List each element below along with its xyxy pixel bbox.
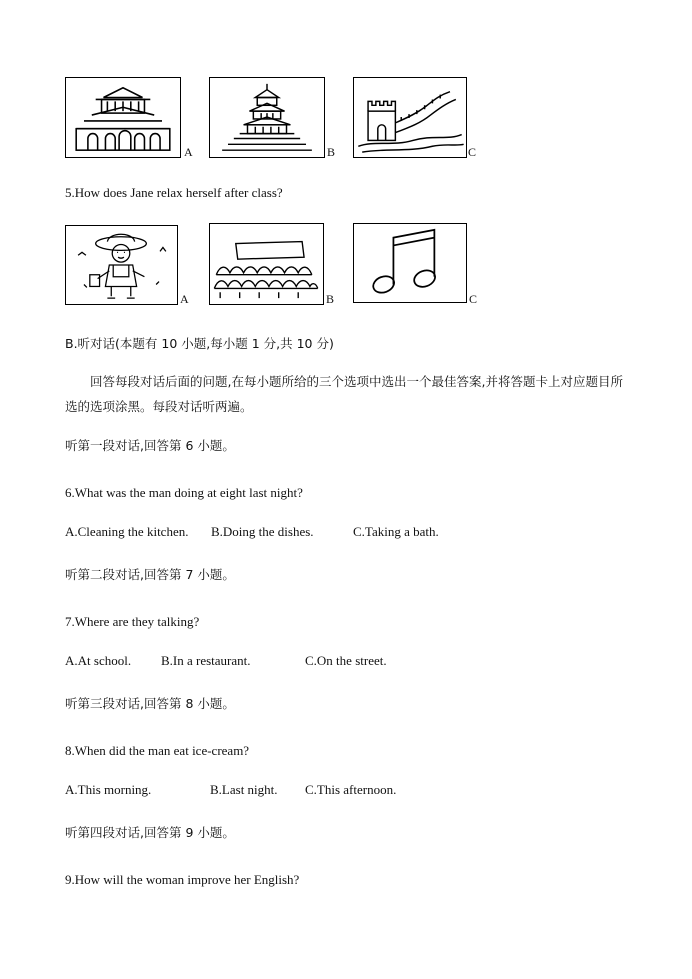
- q7-intro: 听第二段对话,回答第 7 小题。: [65, 567, 235, 582]
- q8-option-c[interactable]: C.This afternoon.: [305, 782, 397, 797]
- great-wall-icon: [353, 77, 467, 158]
- q7-option-c[interactable]: C.On the street.: [305, 653, 387, 668]
- question-8: 8.When did the man eat ice-cream?: [65, 743, 250, 758]
- temple-of-heaven-icon: [209, 77, 325, 158]
- question-9: 9.How will the woman improve her English?: [65, 872, 300, 887]
- question-7: 7.Where are they talking?: [65, 614, 200, 629]
- cinema-seats-icon: [209, 223, 324, 305]
- q7-option-a[interactable]: A.At school.: [65, 653, 132, 668]
- question-6: 6.What was the man doing at eight last night?: [65, 485, 303, 500]
- q6-intro: 听第一段对话,回答第 6 小题。: [65, 438, 235, 453]
- option-label-b: B: [327, 145, 336, 159]
- option-label-a: A: [180, 292, 189, 306]
- q9-intro: 听第四段对话,回答第 9 小题。: [65, 825, 235, 840]
- gardener-girl-icon: [65, 225, 178, 305]
- option-label-c: C: [469, 292, 478, 306]
- question-5: 5.How does Jane relax herself after class?: [65, 185, 283, 200]
- q6-option-c[interactable]: C.Taking a bath.: [353, 524, 439, 539]
- q8-option-a[interactable]: A.This morning.: [65, 782, 152, 797]
- q6-option-a[interactable]: A.Cleaning the kitchen.: [65, 524, 189, 539]
- section-b-heading: B.听对话(本题有 10 小题,每小题 1 分,共 10 分): [65, 336, 334, 351]
- section-b-instruction: 回答每段对话后面的问题,在每小题所给的三个选项中选出一个最佳答案,并将答题卡上对应题目所选的选项涂黑。每段对话听两遍。: [65, 374, 623, 414]
- q8-option-b[interactable]: B.Last night.: [210, 782, 278, 797]
- q8-intro: 听第三段对话,回答第 8 小题。: [65, 696, 235, 711]
- option-label-b: B: [326, 292, 335, 306]
- q7-option-b[interactable]: B.In a restaurant.: [161, 653, 251, 668]
- option-label-c: C: [468, 145, 477, 159]
- music-note-icon: [353, 223, 467, 303]
- tiananmen-gate-icon: [65, 77, 181, 158]
- q6-option-b[interactable]: B.Doing the dishes.: [211, 524, 314, 539]
- option-label-a: A: [184, 145, 193, 159]
